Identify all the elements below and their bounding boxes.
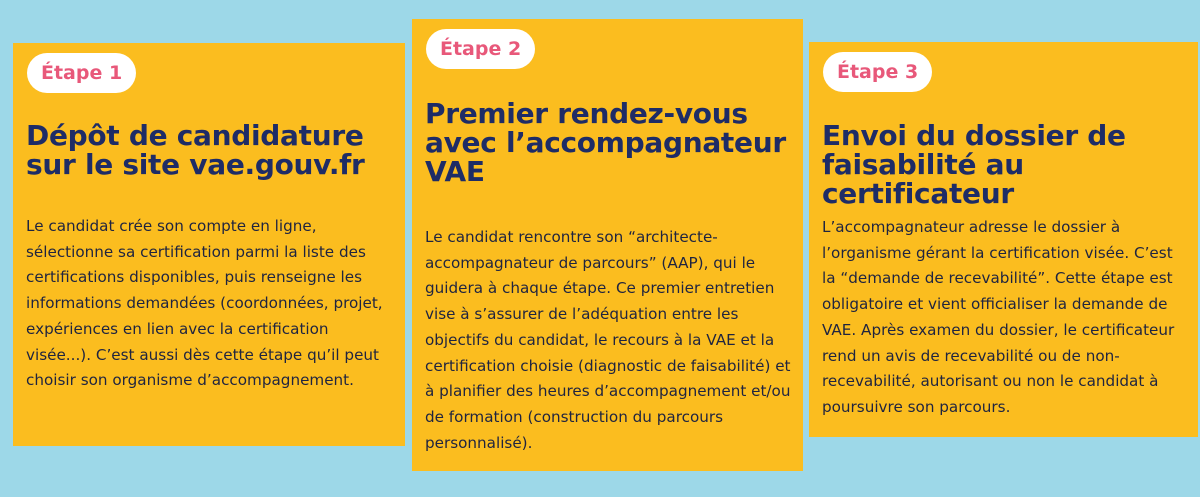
- step-card-2: [412, 19, 803, 471]
- step-badge: Étape 1: [27, 53, 136, 93]
- step-title: Dépôt de candidature sur le site vae.gouv.fr: [26, 119, 365, 181]
- step-title: Premier rendez-vous avec l’accompagnateur VAE: [425, 97, 786, 188]
- step-description: Le candidat crée son compte en ligne, sélectionne sa certification parmi la liste des certifications disponibles, puis renseigne les informations demandées (coordonnées, projet, expériences en lien avec la certification visée...). C’est aussi dès cette étape qu’il peut choisir son organisme d’accompagnement.: [26, 217, 383, 390]
- step-badge: Étape 2: [426, 29, 535, 69]
- step-card-1: [13, 43, 405, 446]
- step-description: L’accompagnateur adresse le dossier à l’organisme gérant la certification visée. C’est la “demande de recevabilité”. Cette étape est obligatoire et vient officialiser la demande de VAE. Après examen du dossier, le certificateur rend un avis de recevabilité ou de non-recevabilité, autorisant ou non le candidat à poursuivre son parcours.: [822, 218, 1175, 416]
- step-title: Envoi du dossier de faisabilité au certificateur: [822, 119, 1126, 210]
- step-card-3: [809, 42, 1198, 437]
- step-description: Le candidat rencontre son “architecte-accompagnateur de parcours” (AAP), qui le guidera à chaque étape. Ce premier entretien vise à s’assurer de l’adéquation entre les objectifs du candidat, le recours à la VAE et la certification choisie (diagnostic de faisabilité) et à planifier des heures d’accompagnement et/ou de formation (construction du parcours personnalisé).: [425, 228, 791, 452]
- step-badge: Étape 3: [823, 52, 932, 92]
